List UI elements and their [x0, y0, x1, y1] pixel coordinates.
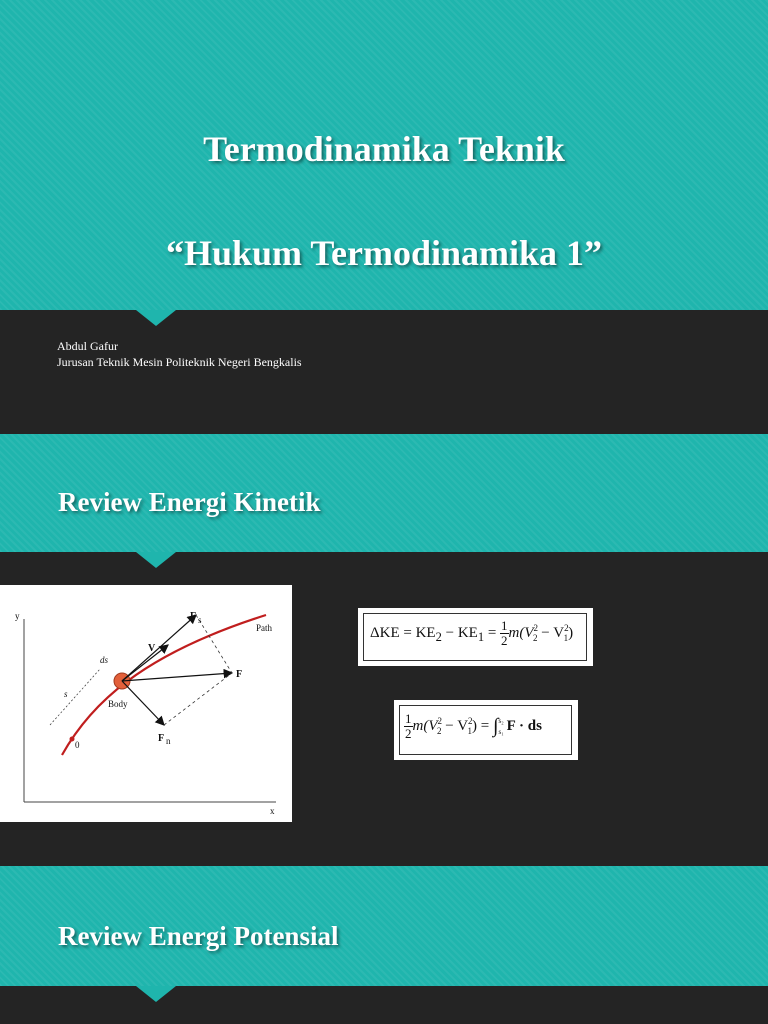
equation-term: − KE [441, 624, 478, 641]
equation-term: ΔKE = KE [370, 624, 436, 641]
equation-term: m(V [508, 624, 534, 641]
s-dimension-line [50, 669, 100, 725]
equation-term: ) [568, 624, 574, 641]
fraction-numerator: 1 [501, 618, 508, 633]
fraction-numerator: 1 [405, 711, 412, 726]
integral-upper: s₂ [498, 716, 504, 725]
force-normal-subscript: n [166, 736, 171, 746]
banner-notch [136, 986, 176, 1002]
banner-notch [136, 310, 176, 326]
integral-lower: s₁ [498, 727, 504, 736]
author-band [0, 310, 768, 434]
fraction-denominator: 2 [501, 633, 508, 648]
potential-content [0, 986, 768, 1024]
equation-term: − V [441, 717, 469, 734]
heading-potential: Review Energi Potensial [58, 921, 339, 951]
author-name: Abdul Gafur [57, 339, 118, 353]
author-affiliation: Jurusan Teknik Mesin Politeknik Negeri Bengkalis [57, 355, 302, 369]
path-label: Path [256, 623, 273, 633]
velocity-label: V [148, 643, 156, 654]
presentation-subtitle: “Hukum Termodinamika 1” [165, 233, 603, 273]
y-axis-label: y [15, 611, 20, 621]
equation-term: = [484, 624, 501, 641]
integral-limits [498, 716, 503, 738]
kinetic-energy-equation: $\Delta KE = KE_2 - KE_1$ = $\frac{1}{2}$ $m(V^2_2 - V^2_1)$ [370, 618, 574, 648]
path-diagram [0, 585, 292, 822]
force-tangent-label: F [190, 611, 197, 622]
body-label: Body [108, 699, 128, 709]
equation-box-1 [358, 608, 593, 666]
equation-term: m(V [412, 717, 438, 734]
s-label: s [64, 689, 68, 699]
fraction [404, 712, 413, 741]
equation-term: ) = [472, 717, 493, 734]
equation-term: F · ds [506, 717, 542, 734]
origin-point [70, 737, 75, 742]
force-normal-vector [122, 681, 164, 725]
equation-box-2 [394, 700, 578, 760]
kinetic-figure [0, 585, 292, 822]
force-tangent-vector [122, 615, 196, 681]
work-energy-equation: $\frac{1}{2}$ $m(V^2_2 - V^2_1)$ = ∫ s₂ s₁ F · ds [405, 711, 542, 741]
equation-term: − V [537, 624, 565, 641]
presentation-title: Termodinamika Teknik [203, 129, 565, 169]
banner-notch [136, 552, 176, 568]
force-tangent-subscript: s [198, 615, 202, 625]
fraction-denominator: 2 [405, 726, 412, 741]
equation-term: 1 [477, 629, 485, 644]
ds-label: ds [100, 655, 109, 665]
force-label: F [236, 669, 243, 680]
construction-line [164, 673, 232, 725]
origin-label: 0 [75, 740, 80, 750]
force-normal-label: F [158, 733, 165, 744]
heading-kinetic: Review Energi Kinetik [58, 487, 321, 517]
equation-term: 2 [435, 629, 442, 644]
fraction [500, 619, 509, 648]
x-axis-label: x [270, 806, 275, 816]
integral-sign: ∫ [493, 715, 499, 737]
